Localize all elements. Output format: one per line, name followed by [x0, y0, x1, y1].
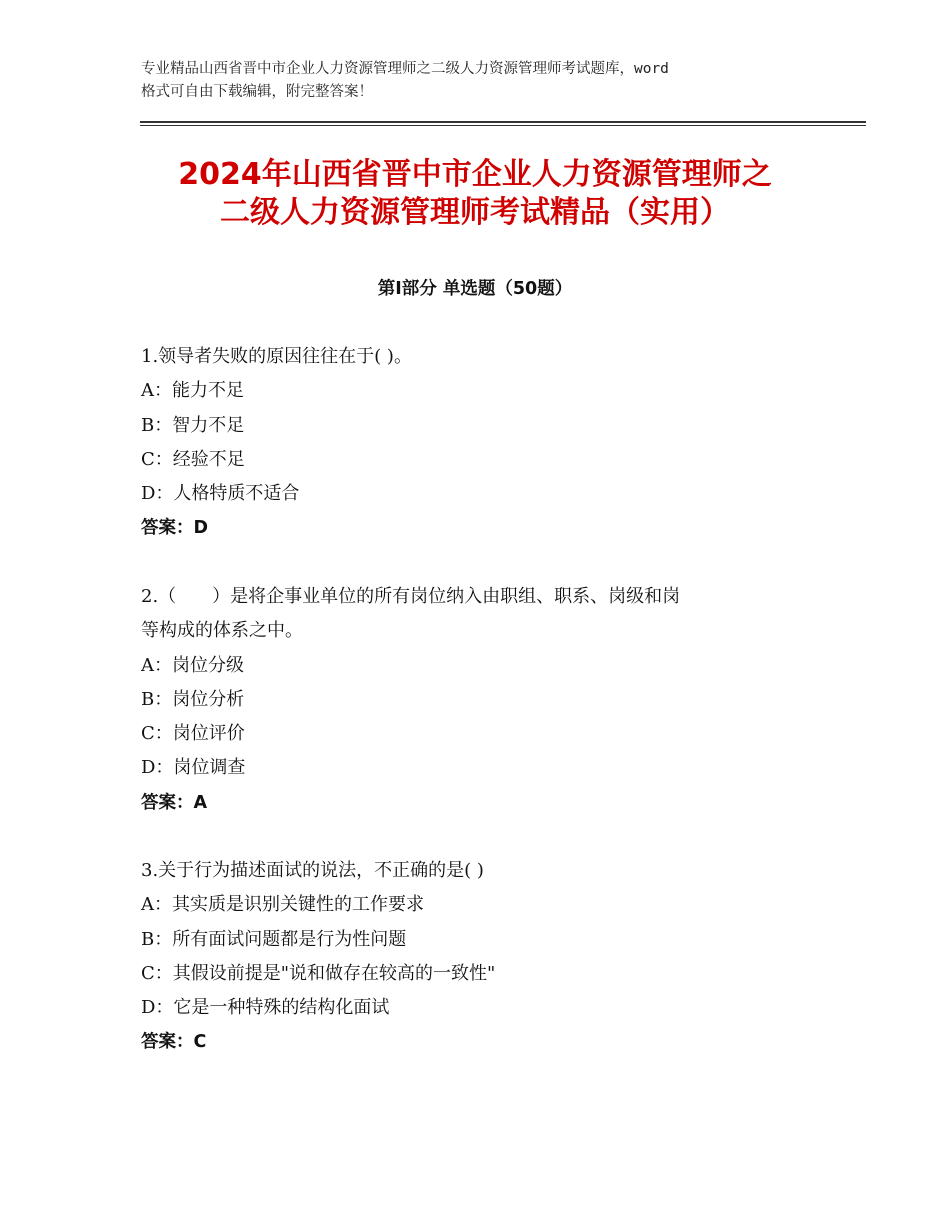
question-3	[141, 854, 821, 1060]
header-divider-thick	[140, 121, 866, 123]
option-d: D：它是一种特殊的结构化面试	[141, 997, 390, 1019]
option-b: B：岗位分析	[141, 688, 245, 710]
option-c: C：其假设前提是"说和做存在较高的一致性"	[141, 962, 496, 984]
option-c: C：经验不足	[141, 448, 245, 470]
document-title-line-2: 二级人力资源管理师考试精品（实用）	[220, 195, 730, 230]
option-a: A：能力不足	[141, 380, 244, 402]
question-stem: 3.关于行为描述面试的说法，不正确的是( )	[141, 860, 484, 881]
answer-label: 答案：D	[141, 518, 209, 539]
question-stem-continued: 等构成的体系之中。	[141, 620, 303, 642]
option-d: D：岗位调查	[141, 757, 246, 779]
question-stem: 1.领导者失败的原因往往在于( )。	[141, 346, 412, 367]
option-a: A：岗位分级	[141, 654, 244, 676]
answer-label: 答案：C	[141, 1032, 207, 1053]
question-stem: 2.（ ）是将企事业单位的所有岗位纳入由职组、职系、岗级和岗	[141, 586, 681, 607]
answer-label: 答案：A	[141, 792, 208, 813]
document-title-line-1: 2024年山西省晋中市企业人力资源管理师之	[178, 157, 772, 192]
option-b: B：智力不足	[141, 414, 245, 436]
document-title	[100, 156, 850, 232]
option-a: A：其实质是识别关键性的工作要求	[141, 894, 424, 916]
header-note-line-1: 专业精品山西省晋中市企业人力资源管理师之二级人力资源管理师考试题库，word	[141, 61, 669, 77]
section-title: 第Ⅰ部分 单选题（50题）	[377, 279, 573, 299]
option-c: C：岗位评价	[141, 723, 245, 745]
option-d: D：人格特质不适合	[141, 483, 300, 505]
question-2	[141, 580, 821, 820]
header-note	[141, 58, 831, 104]
question-1	[141, 340, 821, 546]
option-b: B：所有面试问题都是行为性问题	[141, 928, 407, 950]
header-note-line-2: 格式可自由下载编辑，附完整答案！	[141, 84, 373, 100]
header-divider-thin	[140, 125, 866, 126]
